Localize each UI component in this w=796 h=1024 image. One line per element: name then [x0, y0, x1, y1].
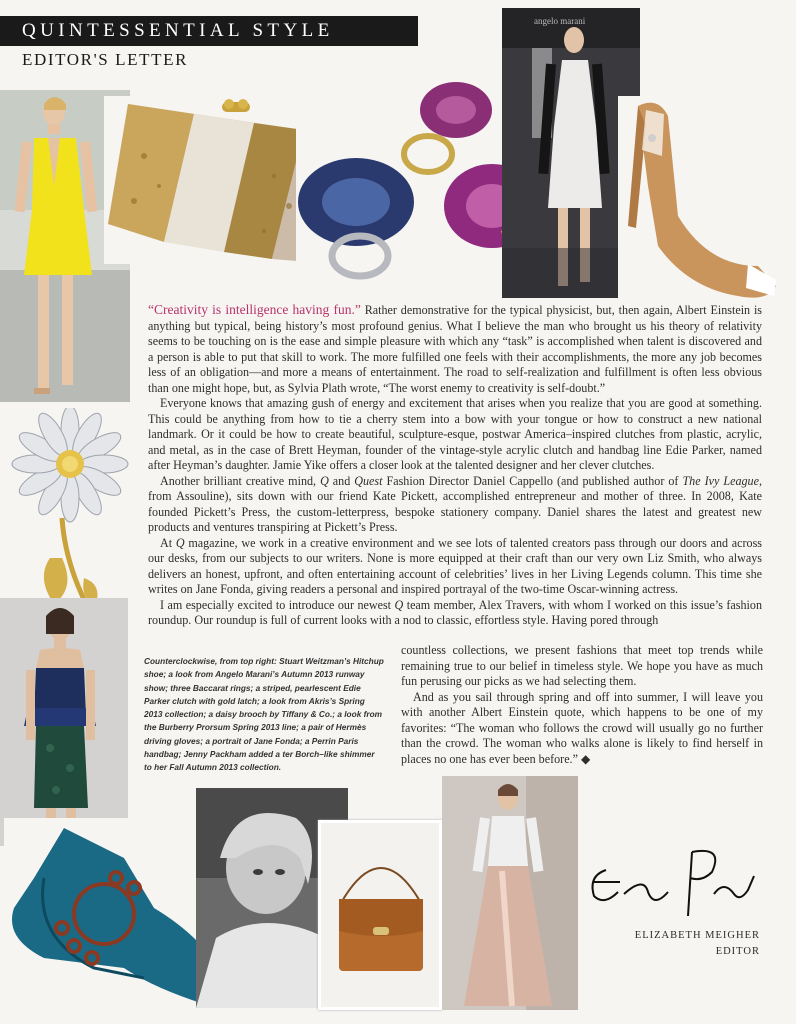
letter-body-lower — [401, 643, 763, 767]
paragraph-6: And as you sail through spring and off into summer, I will leave you with another Albert Einstein quote, which happens to be one of my favorites: “The woman who follows the crowd will usually go no further than the crowd. The woman who walks alone is likely to find herself in places no one has ever been before.” ◆ — [401, 689, 763, 766]
jenny-packham-look-photo — [442, 776, 578, 1010]
editor-signature — [584, 836, 764, 920]
hermes-driving-gloves-photo — [4, 818, 228, 1008]
paragraph-2: Everyone knows that amazing gush of energy and excitement that arises when you realize that you are good at something. This could be anything from how to tie a cherry stem into a bow with your tongue or how to construct a new national landmark. Or it could be how to create beautiful, sculpture-esque, postwar America–inspired clutches from plastic, acrylic, and metal, as in the case of Brett Heyman, founder of the vintage-style acrylic clutch and handbag line Edie Parker, named after Heyman’s daughter. Jamie Yike offers a closer look at the talented designer and her clever clutches. — [148, 396, 762, 472]
stuart-weitzman-shoe-photo — [618, 96, 778, 302]
perrin-paris-handbag-photo — [318, 820, 442, 1010]
paragraph-5-continued: countless collections, we present fashions that meet top trends while remaining true to our belief in timeless style. We hope you have as much fun perusing our picks as we had selecting them. — [401, 643, 763, 688]
editor-title: EDITOR — [715, 946, 760, 957]
photo-caption: Counterclockwise, from top right: Stuart Weitzman’s Hitchup shoe; a look from Angelo Marani’s Autumn 2013 runway show; three Baccarat rings; a striped, pearlescent Edie Parker clutch with gold latch; a look from Akris’s Spring 2013 collection; a daisy brooch by Tiffany & Co.; a look from the Burberry Prorsum Spring 2013 line; a pair of Hermès driving gloves; a portrait of Jane Fonda; a Perrin Paris handbag; Jenny Packham added a ter Borch–like shimmer to her Fall Autumn 2013 collection. — [144, 656, 384, 773]
page-title: EDITOR'S LETTER — [22, 50, 189, 69]
paragraph-5: I am especially excited to introduce our newest Q team member, Alex Travers, with whom I worked on this issue’s fashion roundup. Our roundup is full of current looks with a nod to classic, effortless style. Having pored through — [148, 597, 762, 627]
paragraph-1: “Creativity is intelligence having fun.” Rather demonstrative for the typical physicist, but, then again, Albert Einstein is anything but typical, being history’s most profound genius. What I believe the man who brought us his theory of relativity seems to be touching on is the ease and simple pleasure with which any “task” is accomplished when talent is discovered and a person is able to put that skill to work. The more fulfilled one feels with their accomplishments, the more any job becomes less of an obligation—and more a means of entertainment. The road to self-realization and fulfillment is often less obvious than one might hope, but, as Sylvia Plath wrote, “The worst enemy to creativity is self-doubt.” — [148, 302, 763, 395]
paragraph-3: Another brilliant creative mind, Q and Quest Fashion Director Daniel Cappello (and published author of The Ivy League, from Assouline), sits down with our friend Kate Pickett, accomplished entrepreneur and mother of three. In 2008, Kate founded Pickett’s Press, the custom-letterpress, bespoke stationery company. Daniel shares the latest and greatest new products and ventures transpiring at Pickett’s Press. — [148, 473, 762, 534]
paragraph-4: At Q magazine, we work in a creative environment and we see lots of talented creators pass through our doors and across our desks, from our subjects to our writers. None is more equipped at their craft than our very own Liz Smith, who always delivers an honest, upfront, and often entertaining account of celebrities’ lives in her Living Legends column. This time she writes on Jane Fonda, giving readers a personal and inspired portrayal of the two-time Oscar-winning actress. — [148, 535, 762, 596]
runway-sign-text: angelo marani — [534, 16, 586, 26]
editor-signoff — [635, 928, 760, 960]
editor-name: ELIZABETH MEIGHER — [634, 930, 760, 941]
pull-quote: “Creativity is intelligence having fun.” — [148, 302, 361, 317]
section-title: QUINTESSENTIAL STYLE — [0, 16, 418, 46]
letter-body-upper — [148, 302, 762, 629]
burberry-prorsum-look-photo — [0, 598, 128, 846]
